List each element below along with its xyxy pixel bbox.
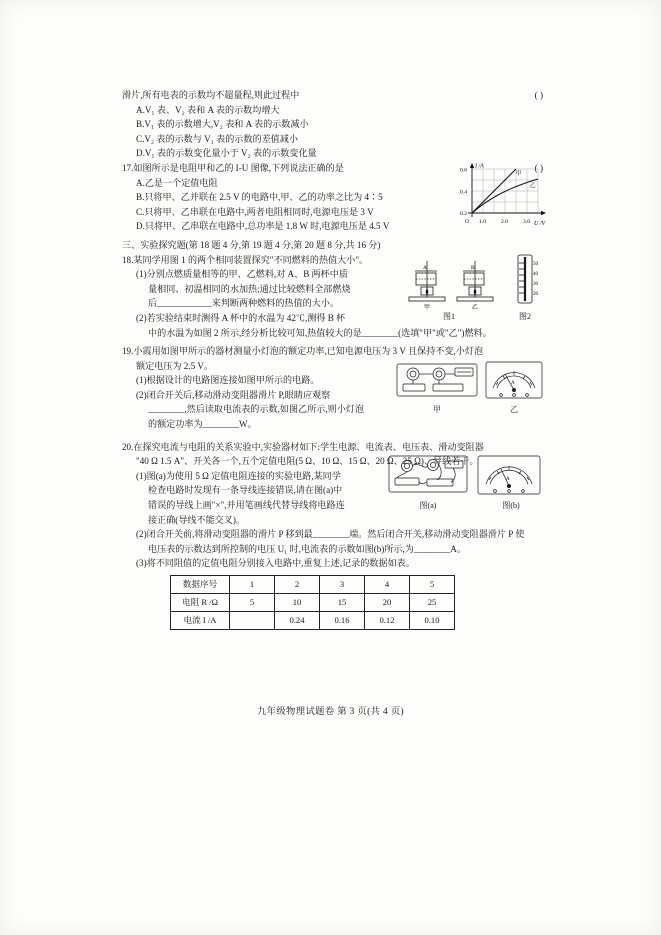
table-cell: 0.24 [275, 612, 320, 630]
q20-figure-a [385, 452, 471, 500]
q19-number: 19. [122, 346, 134, 357]
q19-figure-yi-caption: 乙 [510, 405, 518, 415]
table-cell: 5 [230, 594, 275, 612]
page-content [122, 88, 547, 630]
table-cell: 0.16 [320, 612, 365, 630]
q19-part2-l1: (2)闭合开关后,移动滑动变阻器滑片 P,眼睛应观察 [136, 389, 331, 400]
q20-part3: (3)将不同阻值的定值电阻分别接入电路中,重复上述,记录的数据如表。 [136, 558, 415, 569]
q17-iu-graph [442, 161, 550, 233]
q18-figure1-caption: 图1 [443, 311, 455, 321]
svg-text:A: A [506, 476, 510, 482]
q19-part2-l3: 的额定功率为________W。 [148, 419, 257, 430]
q20-part2-l2: 电压表的示数达到所控制的电压 U₁ 时,电流表的示数如图(b)所示,为________A。 [148, 543, 466, 554]
q16-option-b: B.V₁ 表的示数增大,V₂ 表和 A 表的示数减小 [136, 119, 309, 130]
svg-text:3.0: 3.0 [523, 218, 530, 225]
q16-answer-bracket: ( ) [534, 90, 543, 100]
q19-part2-l2: ________,然后读取电流表的示数,如图乙所示,则小灯泡 [148, 404, 364, 415]
q16-option-d: D.V₁ 表的示数变化量小于 V₂ 表的示数变化量 [136, 148, 317, 159]
q19-figure-jia [393, 358, 481, 404]
svg-text:乙: 乙 [472, 304, 479, 311]
svg-text:20: 20 [533, 291, 538, 297]
q20-figure-b-caption: 图(b) [502, 500, 520, 510]
table-cell: 10 [275, 594, 320, 612]
q18-stem-text: 某同学用图 1 的两个相同装置探究"不同燃料的热值大小"。 [133, 254, 369, 265]
svg-text:50: 50 [533, 261, 538, 267]
q16-option-c: C.V₂ 表的示数与 V₁ 表的示数的差值减小 [136, 133, 298, 144]
table-cell: 25 [410, 594, 455, 612]
table-row [171, 576, 455, 594]
table-cell: 4 [365, 576, 410, 594]
q20-figure-a-caption: 图(a) [419, 500, 437, 510]
table-cell: 2 [275, 576, 320, 594]
q20-part1-l2: 检查电路时发现有一条导线连接错误,请在图(a)中 [148, 485, 343, 496]
svg-text:U /V: U /V [534, 220, 546, 227]
table-cell: 0.12 [365, 612, 410, 630]
table-row-header: 电流 I /A [171, 612, 230, 630]
section3-title: 三、实验探究题(第 18 题 4 分,第 19 题 4 分,第 20 题 8 分,共 16 分) [122, 239, 381, 250]
table-cell: 20 [365, 594, 410, 612]
page-footer: 九年级物理试题卷 第 3 页(共 4 页) [256, 707, 405, 717]
svg-text:甲: 甲 [424, 304, 431, 311]
q18-number: 18. [122, 254, 134, 265]
q16-stem: 滑片,所有电表的示数均不超量程,则此过程中 [122, 90, 300, 100]
table-cell: 5 [410, 576, 455, 594]
q20-stem2: "40 Ω 1.5 A"、开关各一个,五个定值电阻(5 Ω、10 Ω、15 Ω、20 Ω、25 Ω)、导线若干。 [136, 456, 479, 467]
table-row [171, 612, 455, 630]
q18-part2-l2: 中的水温为如图 2 所示,经分析比较可知,热值较大的是________(选填"甲"或"乙")燃料。 [148, 327, 492, 338]
svg-text:A: A [511, 381, 515, 387]
q17-stem [122, 161, 344, 176]
q16-option-a: A.V₁ 表、V₂ 表和 A 表的示数均增大 [136, 104, 280, 115]
q19-stem-text: 小霞用如图甲所示的器材测量小灯泡的额定功率,已知电源电压为 3 V 且保持不变,小灯泡 [133, 346, 484, 357]
q20-number: 20. [122, 441, 134, 452]
table-cell: 3 [320, 576, 365, 594]
q20-part1-l1: (1)图(a)为使用 5 Ω 定值电阻连接的实验电路,某同学 [136, 470, 341, 481]
q18-part1-l2: 量相同、初温相同的水加热;通过比较燃料全部燃烧 [148, 283, 351, 294]
svg-text:A: A [423, 264, 427, 271]
table-cell: 15 [320, 594, 365, 612]
table-cell [230, 612, 275, 630]
q18-part2-l1: (2)若实验结束时测得 A 杯中的水温为 42℃,测得 B 杯 [136, 312, 346, 323]
q19-stem [122, 344, 547, 359]
svg-text:B: B [471, 264, 475, 271]
q20-figure-b-ammeter [475, 452, 543, 500]
svg-text:O: O [465, 218, 470, 225]
svg-text:甲: 甲 [516, 170, 522, 177]
q19-stem2: 额定电压为 2.5 V。 [136, 360, 214, 371]
svg-text:0.2: 0.2 [460, 210, 467, 217]
svg-text:0.6: 0.6 [460, 167, 467, 174]
q17-option-c: C.只将甲、乙串联在电路中,两者电阻相同时,电源电压是 3 V [136, 206, 374, 217]
q19-figure-yi-ammeter [483, 358, 545, 404]
q19-part1: (1)根据设计的电路图连接如图甲所示的电路。 [136, 375, 320, 386]
table-cell: 1 [230, 576, 275, 594]
table-cell: 0.10 [410, 612, 455, 630]
q17-option-b: B.只将甲、乙并联在 2.5 V 的电路中,甲、乙的功率之比为 4∶5 [136, 192, 383, 203]
q19-figure-jia-caption: 甲 [433, 405, 441, 415]
svg-text:30: 30 [533, 281, 538, 287]
table-row-header: 电阻 R /Ω [171, 594, 230, 612]
q17-number: 17. [122, 162, 134, 173]
q17-option-a: A.乙是一个定值电阻 [136, 177, 218, 188]
q16-stem-row [122, 88, 547, 103]
q18-part1-l1: (1)分别点燃质量相等的甲、乙燃料,对 A、B 两杯中质 [136, 269, 348, 280]
q18-part1-l3: 后____________来判断两种燃料的热值的大小。 [148, 298, 339, 309]
svg-text:40: 40 [533, 271, 538, 277]
svg-text:2.0: 2.0 [501, 218, 508, 225]
table-row-header: 数据序号 [171, 576, 230, 594]
q18-figure2-caption: 图2 [519, 311, 531, 321]
svg-text:0.4: 0.4 [460, 189, 467, 196]
q20-part2-l1: (2)闭合开关前,将滑动变阻器的滑片 P 移到最________端。然后闭合开关,移动滑动变阻器滑片 P 使 [136, 529, 525, 540]
svg-text:乙: 乙 [530, 182, 536, 189]
q20-part1-l3: 错误的导线上画"×",并用笔画线代替导线将电路连 [148, 500, 345, 511]
q20-part1-l4: 接正确(导线不能交叉)。 [148, 514, 245, 525]
svg-text:I /A: I /A [475, 163, 484, 170]
q17-answer-bracket: ( ) [534, 162, 543, 173]
q18-figure2-thermometer [505, 251, 545, 313]
q18-figure1 [403, 251, 501, 313]
q20-stem-text: 在探究电流与电阻的关系实验中,实验器材如下:学生电源、电流表、电压表、滑动变阻器 [133, 441, 484, 452]
q17-option-d: D.只将甲、乙串联在电路中,总功率是 1.8 W 时,电源电压是 4.5 V [136, 221, 390, 232]
table-row [171, 594, 455, 612]
svg-text:1.0: 1.0 [479, 218, 486, 225]
q20-data-table [170, 575, 455, 630]
q17-stem-text: 如图所示是电阻甲和乙的 I-U 图像,下列说法正确的是 [133, 162, 344, 173]
